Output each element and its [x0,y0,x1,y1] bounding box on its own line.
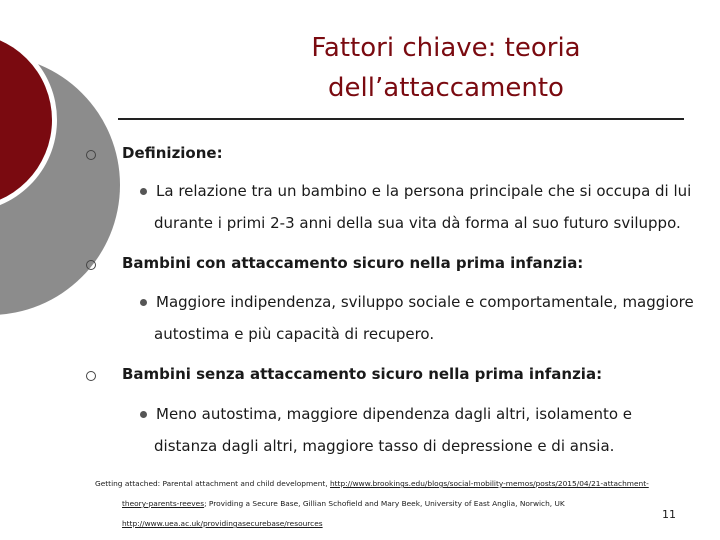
reference-line [95,474,655,494]
hollow-bullet-icon [86,260,96,270]
bullet-heading-secure: Bambini con attaccamento sicuro nella prima infanzia: [122,254,584,272]
sub-bullet-definition [156,175,691,239]
sub-bullet-line: distanza dagli altri, maggiore tasso di depressione e di ansia. [154,437,615,455]
sub-bullet-line: Maggiore indipendenza, sviluppo sociale e comportamentale, maggiore [156,293,694,311]
reference-text: Getting attached: Parental attachment and child development, [95,479,330,488]
sub-bullet-line: La relazione tra un bambino e la persona principale che si occupa di lui [156,182,692,200]
reference-line [95,514,655,534]
title-line-2: dell’attaccamento [328,73,564,103]
references [95,474,655,534]
sub-bullet-line: Meno autostima, maggiore dipendenza dagli altri, isolamento e [156,405,633,423]
title-line-1: Fattori chiave: teoria [311,33,581,63]
bullet-heading-insecure: Bambini senza attaccamento sicuro nella prima infanzia: [122,365,603,383]
sub-bullet-secure [154,286,694,350]
sub-bullet-insecure [156,398,691,462]
filled-bullet-icon [140,411,147,418]
sub-bullet-line: autostima e più capacità di recupero. [154,325,435,343]
filled-bullet-icon [140,299,147,306]
hollow-bullet-icon [86,371,96,381]
reference-text: ; Providing a Secure Base, Gillian Schofield and Mary Beek, University of East Anglia, Norwich, UK [204,499,565,508]
reference-link[interactable]: http://www.brookings.edu/blogs/social-mobility-memos/posts/2015/04/21-attachment- [330,479,649,488]
reference-link[interactable]: http://www.uea.ac.uk/providingasecurebase/resources [122,519,323,528]
filled-bullet-icon [140,188,147,195]
page-number: 11 [662,508,676,521]
reference-link[interactable]: theory-parents-reeves [122,499,205,508]
hollow-bullet-icon [86,150,96,160]
bullet-heading-definition: Definizione: [122,144,223,162]
sub-bullet-line: durante i primi 2-3 anni della sua vita dà forma al suo futuro sviluppo. [154,214,681,232]
reference-line [95,494,655,514]
